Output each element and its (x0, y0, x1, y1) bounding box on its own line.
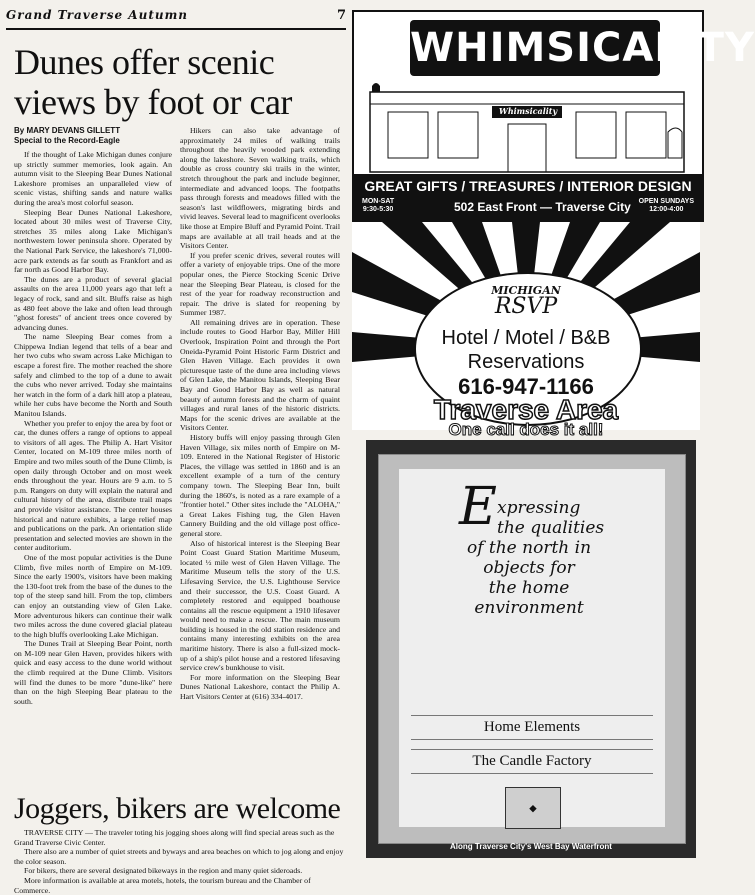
sunday-label: OPEN SUNDAYS (638, 198, 694, 205)
decorative-initial: E (459, 477, 497, 537)
sunday-hours (639, 198, 694, 214)
weekday-label: MON-SAT (362, 198, 395, 205)
sunday-time: 12:00-4:00 (649, 206, 684, 213)
whimsicality-ad (352, 10, 755, 222)
joggers-article (14, 828, 344, 895)
rsvp-logo: RSVP (494, 294, 558, 319)
paragraph: For more information on the Sleeping Bear Dunes National Lakeshore, contact the Philip A. Hart Visitors Center at (616) 334-4017. (180, 672, 340, 702)
whimsicality-logo: WHIMSICALITY (410, 20, 660, 76)
weekday-hours (362, 198, 394, 214)
shop-name-candle-factory: The Candle Factory (411, 749, 653, 774)
paragraph: Hikers can also take advantage of approximately 24 miles of walking trails throughout the heavily wooded park extending along the lakeshore. Seven walking trails, which double as cross country ski trails in the winter, stretch throughout the park and include beginner, intermediate and advanced loops. The footpaths pass through forests and meadows filled with the season's last wildflowers, migrating birds and vivid leaves. Several lead to magnificent overlooks like those at Empire Bluff and Pyramid Point. Trail maps are available at all trail heads and at the Visitors Center. (180, 126, 340, 251)
joggers-headline: Joggers, bikers are welcome (14, 792, 341, 825)
paragraph: Sleeping Bear Dunes National Lakeshore, located about 30 miles west of Traverse City, stretches 35 miles along Lake Michigan's northwestern lower peninsula shore. Operated by the National Park Service, the lakeshore's 71,000-acre park extends as far south as Frankfort and as far north as Good Harbor Bay. (14, 207, 172, 275)
whimsicality-tagline: GREAT GIFTS / TREASURES / INTERIOR DESIGN (364, 178, 692, 194)
paragraph: More information is available at area motels, hotels, the tourism bureau and the Chamber of Commerce. (14, 875, 311, 895)
copy-line: of the north in (466, 538, 592, 558)
shop-name-home-elements: Home Elements (411, 715, 653, 740)
section-title: Grand Traverse Autumn (6, 8, 189, 22)
byline (14, 126, 174, 146)
rsvp-ad (352, 222, 700, 439)
article-column-2 (180, 126, 340, 702)
paragraph: History buffs will enjoy passing through Glen Haven Village, six miles north of Empire on M-109. Entered in the National Register of Historic Places, the village was settled in 1860 and is an excellent example of a turn of the century company town. The Sleeping Bear Inn, built during the 1860's, is noted as a rare example of a "frontier hotel." Other sites include the "ALOHA," a Great Lakes Fishing tug, the Glen Haven Cannery Building and the old village post office-general store. (180, 433, 340, 538)
rsvp-banner (352, 394, 700, 439)
services-line: Hotel / Motel / B&B (441, 327, 611, 349)
store-address: 502 East Front — Traverse City (454, 200, 631, 214)
shop-logo-icon: ◆ (505, 787, 561, 829)
author: By MARY DEVANS GILLETT (14, 126, 121, 135)
ad-frame (378, 454, 686, 844)
running-head (6, 8, 346, 30)
rsvp-phone: 616-947-1166 (458, 374, 594, 399)
paragraph: The name Sleeping Bear comes from a Chippewa Indian legend that tells of a bear and her two cubs who swam across Lake Michigan to escape a forest fire. The mother reached the shore safely and climbed to the top of a dune to await the cubs who never arrived. Today she maintains her watch in the form of a dark hill atop a plateau, while her cubs have become the North and South Manitou Islands. (14, 332, 172, 419)
paragraph: TRAVERSE CITY — The traveler toting his jogging shoes along will find special areas such as the Grand Traverse Civic Center. (14, 828, 335, 847)
storefront-sign: Whimsicality (498, 106, 558, 116)
paragraph: The Dunes Trail at Sleeping Bear Point, north on M-109 near Glen Haven, provides hikers with quick and easy access to the dune world without the climb required at the Dune Climb. Visitors will find the dunes to be more "dune-like" here than on the high Sleeping Bear plateau to the south. (14, 639, 172, 706)
page-number: 7 (336, 8, 346, 23)
paragraph: There also are a number of quiet streets and byways and area beaches on which to jog along and enjoy the color season. (14, 847, 344, 866)
affiliation: Special to the Record-Eagle (14, 136, 120, 145)
paragraph: The dunes are a product of several glacial assaults on the area 11,000 years ago that left a legacy of rock, sand and silt. Bluffs raise as high as 480 feet above the lake and often lead through "ghost forests" of ancient trees once covered by advancing dunes. (14, 274, 172, 332)
rsvp-state: MICHIGAN (491, 284, 561, 297)
rsvp-area: Traverse Area (433, 394, 619, 425)
weekday-time: 9:30-5:30 (362, 206, 394, 213)
ad-footer: Along Traverse City's West Bay Waterfront (450, 842, 612, 851)
copy-line: the home (488, 578, 570, 598)
reservations-line: Reservations (467, 351, 585, 373)
article-headline: Dunes offer scenic views by foot or car (14, 42, 292, 122)
copy-line: objects for (483, 558, 575, 578)
copy-line: xpressing (497, 498, 581, 518)
paragraph: If you prefer scenic drives, several routes will offer a variety of enjoyable trips. One of the more popular ones, the Pierce Stocking Scenic Drive near the Sleeping Bear Plateau, is closed for the rest of the year for roadway reconstruction and repair. The drive is slated for reopening by Summer 1987. (180, 250, 340, 318)
paragraph: For bikers, there are several designated bikeways in the region and many quiet sideroads. (24, 866, 303, 876)
ad-panel (399, 469, 665, 827)
rsvp-services (352, 326, 700, 374)
home-elements-ad (366, 440, 696, 858)
storefront-illustration (368, 82, 686, 174)
article-column-1 (14, 150, 172, 706)
copy-line: environment (474, 598, 584, 618)
whimsicality-info-band (354, 174, 702, 220)
paragraph: One of the most popular activities is the Dune Climb, five miles north of Empire on M-109. Since the early 1900's, visitors have been making the 130-foot trek from the base of the dunes to the top of the steep sand hill. From the top, climbers can enjoy an outstanding view of Glen Lake. More adventurous hikers can continue their walk two miles across the dune covered glacial plateau to the high bluffs overlooking Lake Michigan. (14, 552, 172, 639)
copy-line: the qualities (497, 518, 605, 538)
rsvp-slogan: One call does it all! (448, 420, 604, 439)
paragraph: Whether you prefer to enjoy the area by foot or car, the dunes offers a range of options to appeal to visitors of all ages. The Philip A. Hart Visitor Center, located on M-109 three miles north of Empire and two miles south of the Dune Climb, is open daily through October and on most week ends throughout the year. Hours are 9 a.m. to 5 p.m. Rangers on duty will explain the natural and cultural history of the area, distribute trail maps and provide visitor assistance. The center houses historical and nature exhibits, a large relief map and publications on the park. An orientation slide presentation and selected movies are shown in the center auditorium. (14, 418, 172, 553)
paragraph: All remaining drives are in operation. These include routes to Good Harbor Bay, Miller Hill Overlook, Inspiration Point and through the Port Oneida-Pyramid Point Historic Farm District and Glen Haven Village. Each provides it own picturesque taste of the dune area including views of Glen Lake, the Manitou Islands, Sleeping Bear Bay and Good Harbor Bay as well as natural beauty of autumn forests and the charm of quaint villages and rural lanes of the historic districts. Maps for the scenic drives are available at the Visitors Center. (180, 317, 340, 433)
paragraph: If the thought of Lake Michigan dunes conjure up strictly summer memories, look again. An autumn visit to the Sleeping Bear Dunes National Lakeshore promises an unparalleled view of scenic vistas, shifting sands and nature walks during the area's most colorful season. (14, 150, 172, 207)
paragraph: Also of historical interest is the Sleeping Bear Point Coast Guard Station Maritime Museum, located ½ mile west of Glen Haven Village. The Maritime Museum tells the story of the U.S. Lifesaving Service, the U.S. Lighthouse Service and their successor, the U.S. Coast Guard. A completely restored and equipped boathouse contains all the rescue equipment a 1910 lifesaver would need to make a rescue. The main museum building is housed in the old station residence and contains many interesting exhibits on the area maritime history. There is also a full-sized mock-up of a ship's pilot house and a restored lifesaving service crew's bunkhouse to visit. (180, 538, 340, 673)
